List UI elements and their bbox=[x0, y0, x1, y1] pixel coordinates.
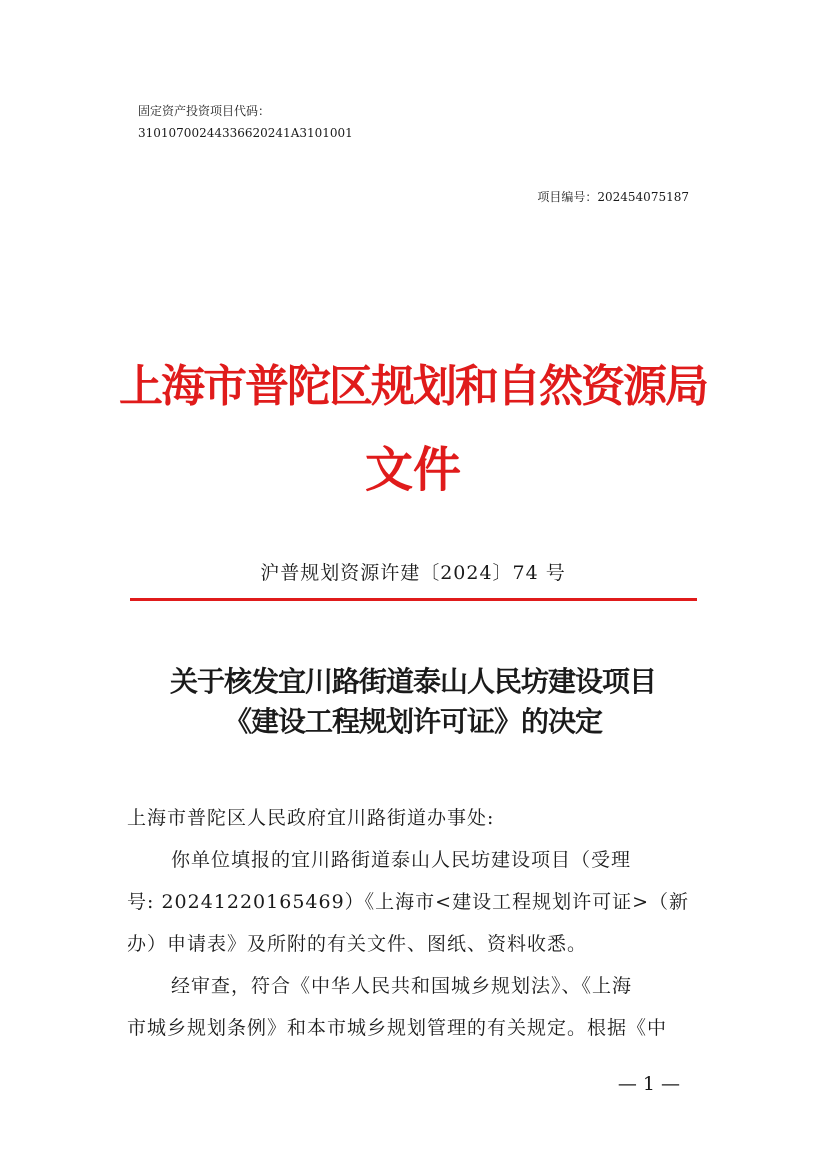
paragraph-2-line-2: 市城乡规划条例》和本市城乡规划管理的有关规定。根据《中 bbox=[127, 1017, 668, 1039]
project-number: 项目编号：202454075187 bbox=[537, 190, 689, 204]
addressee: 上海市普陀区人民政府宜川路街道办事处: bbox=[127, 807, 495, 829]
paragraph-1-line-2: 号: 20241220165469）《上海市<建设工程规划许可证>（新 bbox=[127, 891, 690, 913]
document-number: 沪普规划资源许建〔2024〕74 号 bbox=[260, 562, 566, 584]
paragraph-1-line-3: 办）申请表》及所附的有关文件、图纸、资料收悉。 bbox=[127, 933, 588, 955]
issuing-authority: 上海市普陀区规划和自然资源局 bbox=[119, 361, 707, 412]
red-divider bbox=[130, 598, 697, 601]
page-number: — 1 — bbox=[617, 1073, 680, 1095]
document-title-line-1: 关于核发宜川路街道泰山人民坊建设项目 bbox=[169, 665, 656, 698]
paragraph-2-line-1: 经审查，符合《中华人民共和国城乡规划法》、《上海 bbox=[171, 975, 633, 997]
paragraph-1-line-1: 你单位填报的宜川路街道泰山人民坊建设项目（受理 bbox=[171, 849, 632, 871]
document-title-line-2: 《建设工程规划许可证》的决定 bbox=[223, 705, 602, 738]
investment-code-label: 固定资产投资项目代码： bbox=[138, 104, 271, 118]
document-type-label: 文件 bbox=[364, 442, 461, 498]
investment-code-value: 31010700244336620241A3101001 bbox=[138, 126, 353, 140]
